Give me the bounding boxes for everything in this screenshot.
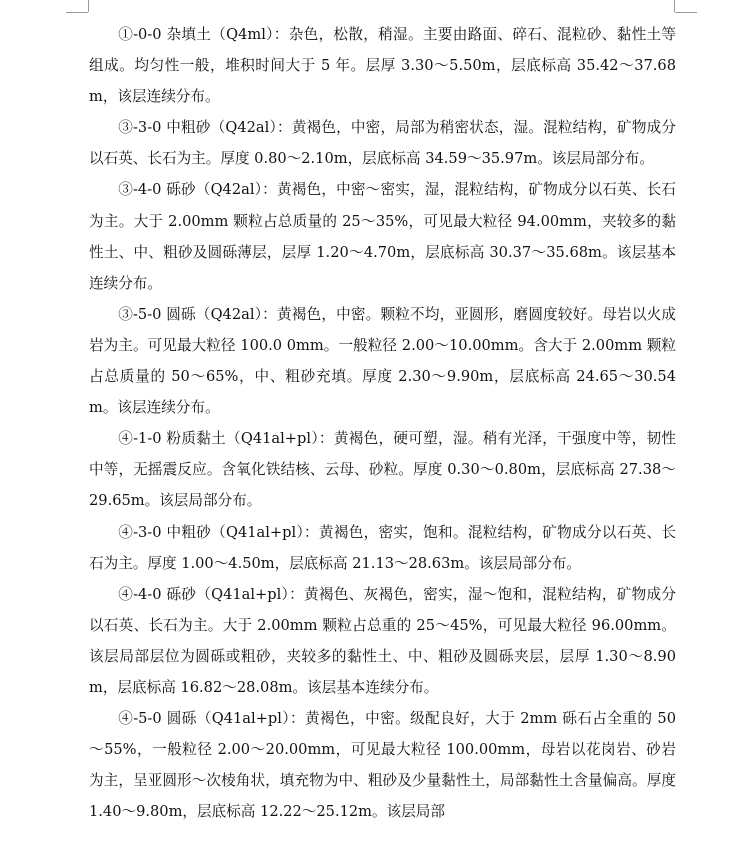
paragraph-layer-3-4-0-gravelly-sand: ③-4-0 砾砂（Q42al）：黄褐色，中密～密实，湿，混粒结构，矿物成分以石英、长石为主。大于 2.00mm 颗粒占总质量的 25～35%，可见最大粒径 94.00mm，夹较多的黏性土、中、粗砂及圆砾薄层，层厚 1.20～4.70m，层底标高 30.37～35.68m。该层基本连续分布。 bbox=[89, 181, 676, 292]
paragraph-layer-4-5-0-round-gravel: ④-5-0 圆砾（Q41al+pl）：黄褐色，中密。级配良好，大于 2mm 砾石占全重的 50～55%，一般粒径 2.00～20.00mm，可见最大粒径 100.00mm，母岩以花岗岩、砂岩为主，呈亚圆形～次棱角状，填充物为中、粗砂及少量黏性土，局部黏性土含量偏高。厚度 1.40～9.80m，层底标高 12.22～25.12m。该层局部 bbox=[89, 710, 676, 821]
crop-mark-top-left-vertical bbox=[88, 0, 89, 12]
crop-mark-top-left-horizontal bbox=[66, 12, 88, 13]
paragraph-layer-4-1-0-silty-clay: ④-1-0 粉质黏土（Q41al+pl）：黄褐色，硬可塑，湿。稍有光泽，干强度中等，韧性中等，无摇震反应。含氧化铁结核、云母、砂粒。厚度 0.30～0.80m，层底标高 27.38～29.65m。该层局部分布。 bbox=[89, 430, 676, 510]
paragraph-layer-4-4-0-gravelly-sand: ④-4-0 砾砂（Q41al+pl）：黄褐色、灰褐色，密实，湿～饱和，混粒结构，矿物成分以石英、长石为主。大于 2.00mm 颗粒占总重的 25～45%，可见最大粒径 96.00mm。该层局部层位为圆砾或粗砂，夹较多的黏性土、中、粗砂及圆砾夹层，层厚 1.30～8.90m，层底标高 16.82～28.08m。该层基本连续分布。 bbox=[89, 585, 676, 696]
document-body bbox=[89, 19, 676, 827]
crop-mark-top-right-vertical bbox=[674, 0, 675, 12]
paragraph-layer-3-3-0-medium-coarse-sand: ③-3-0 中粗砂（Q42al）：黄褐色，中密，局部为稍密状态，湿。混粒结构，矿物成分以石英、长石为主。厚度 0.80～2.10m，层底标高 34.59～35.97m。该层局部分布。 bbox=[89, 119, 676, 168]
paragraph-layer-1-0-0-fill: ①-0-0 杂填土（Q4ml）：杂色，松散，稍湿。主要由路面、碎石、混粒砂、黏性土等组成。均匀性一般，堆积时间大于 5 年。层厚 3.30～5.50m，层底标高 35.42～37.68m，该层连续分布。 bbox=[89, 26, 676, 106]
crop-mark-top-right-horizontal bbox=[675, 12, 697, 13]
paragraph-layer-3-5-0-round-gravel: ③-5-0 圆砾（Q42al）：黄褐色，中密。颗粒不均，亚圆形，磨圆度较好。母岩以火成岩为主。可见最大粒径 100.0 0mm。一般粒径 2.00～10.00mm。含大于 2.00mm 颗粒占总质量的 50～65%，中、粗砂充填。厚度 2.30～9.90m，层底标高 24.65～30.54m。该层连续分布。 bbox=[89, 305, 676, 417]
paragraph-layer-4-3-0-medium-coarse-sand: ④-3-0 中粗砂（Q41al+pl）：黄褐色，密实，饱和。混粒结构，矿物成分以石英、长石为主。厚度 1.00～4.50m，层底标高 21.13～28.63m。该层局部分布。 bbox=[89, 523, 676, 572]
